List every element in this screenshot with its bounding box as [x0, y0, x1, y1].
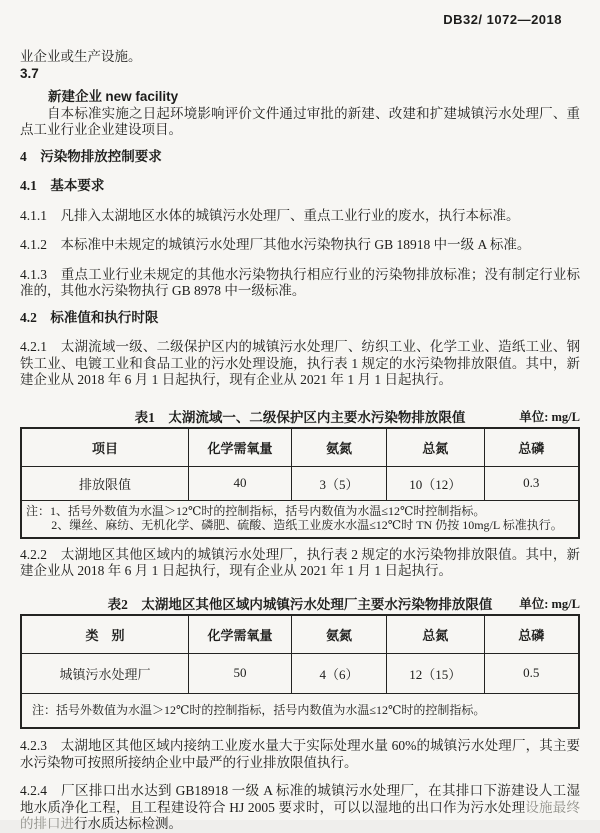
term-cn: 新建企业 — [48, 89, 102, 104]
standard-code: DB32/ 1072—2018 — [443, 12, 562, 27]
clause-4-2-4-text-end: 行水质达标检测。 — [74, 816, 182, 831]
clause-4-2-1: 4.2.1 太湖流域一级、二级保护区内的城镇污水处理厂、纺织工业、化学工业、造纸工业、钢铁工业、电镀工业和食品工业的污水处理设施，执行表 1 规定的水污染物排放限值。其中，新建企业从 2018 年 6 月 1 日起执行，现有企业从 2021 年 1 月 1 日起执行。 — [20, 339, 580, 387]
table-2-header-cell: 总磷 — [484, 615, 579, 654]
clause-4-2-4-text: 4.2.4 厂区排口出水达到 GB18918 一级 A 标准的城镇污水处理厂，在其排口下游建设人工湿地水质净化工程，且工程建设符合 HJ 2005 要求时，可以以湿地的出口作为污水处理 — [20, 783, 580, 815]
table-2-header-cell: 化学需氧量 — [188, 615, 291, 654]
paragraph-carryover: 业企业或生产设施。 — [20, 49, 142, 64]
table-1-header-row — [21, 428, 579, 467]
table-1-header-cell: 总氮 — [386, 428, 484, 467]
clause-4-1-1: 4.1.1 凡排入太湖地区水体的城镇污水处理厂、重点工业行业的废水，执行本标准。 — [20, 207, 520, 223]
table-2-header-row — [21, 615, 579, 654]
table-1-header-cell: 总磷 — [484, 428, 579, 467]
clause-4-2-3: 4.2.3 太湖地区其他区域内接纳工业废水量大于实际处理水量 60%的城镇污水处理厂，其主要水污染物可按照所接纳企业中最严的行业排放限值执行。 — [20, 738, 580, 770]
clause-4-1-3: 4.1.3 重点工业行业未规定的其他水污染物执行相应行业的污染物排放标准；没有制定行业标准的，其他水污染物执行 GB 8978 中一级标准。 — [20, 266, 580, 298]
heading-section-4-2: 4.2 标准值和执行时限 — [20, 309, 159, 325]
table-1-data-row — [21, 466, 579, 500]
table-2-caption: 表2 太湖地区其他区域内城镇污水处理厂主要水污染物排放限值 — [107, 596, 493, 612]
table-1-data-cell: 排放限值 — [21, 466, 188, 500]
term-en: new facility — [105, 89, 179, 104]
table-2-header-cell: 氨氮 — [292, 615, 387, 654]
table-1-data-cell: 3（5） — [292, 466, 387, 500]
table-1-notes — [21, 500, 579, 538]
clause-4-2-4 — [20, 783, 580, 833]
table-2-data-cell: 城镇污水处理厂 — [21, 653, 188, 693]
table-2-data-cell: 50 — [188, 653, 291, 693]
table-2-header-cell: 类 别 — [21, 615, 188, 654]
table-1-unit-label: 单位: mg/L — [519, 409, 580, 424]
table-2 — [20, 614, 580, 730]
table-2-header-cell: 总氮 — [386, 615, 484, 654]
table-1-note-2: 2、缫丝、麻纺、无机化学、磷肥、硫酸、造纸工业废水水温≤12℃时 TN 仍按 10mg/L 标准执行。 — [51, 518, 563, 532]
table-1-caption: 表1 太湖流域一、二级保护区内主要水污染物排放限值 — [134, 409, 466, 425]
table-1-note-1: 注：1、括号外数值为水温＞12℃时的控制指标，括号内数值为水温≤12℃时控制指标。 — [26, 503, 486, 518]
table-2-data-cell: 4（6） — [292, 653, 387, 693]
table-1-data-cell: 0.3 — [484, 466, 579, 500]
clause-4-2-2: 4.2.2 太湖地区其他区域内的城镇污水处理厂，执行表 2 规定的水污染物排放限值。其中，新建企业从 2018 年 6 月 1 日起执行，现有企业从 2021 年 1 月 1 日起执行。 — [20, 546, 580, 578]
table-1-caption-row — [20, 406, 580, 423]
table-1-data-cell: 40 — [188, 466, 291, 500]
table-1-header-cell: 氨氮 — [292, 428, 387, 467]
term-definition-title — [20, 89, 580, 106]
table-1-note-row — [21, 500, 579, 538]
table-2-note-row — [21, 693, 579, 728]
table-2-data-cell: 0.5 — [484, 653, 579, 693]
table-2-caption-row — [20, 593, 580, 610]
table-1-header-cell: 项目 — [21, 428, 188, 467]
clause-4-1-2: 4.1.2 本标准中未规定的城镇污水处理厂其他水污染物执行 GB 18918 中一级 A 标准。 — [20, 237, 531, 252]
clause-3-7-number: 3.7 — [20, 65, 39, 81]
table-2-note: 注：括号外数值为水温＞12℃时的控制指标，括号内数值为水温≤12℃时的控制指标。 — [21, 693, 579, 728]
table-2-data-row — [21, 653, 579, 693]
table-2-unit-label: 单位: mg/L — [519, 596, 580, 611]
table-1 — [20, 427, 580, 539]
term-definition-body: 自本标准实施之日起环境影响评价文件通过审批的新建、改建和扩建城镇污水处理厂、重点工业行业企业建设项目。 — [20, 105, 580, 137]
heading-section-4-1: 4.1 基本要求 — [20, 178, 105, 193]
clause-4-2-4-faded-text: 设施最终的排口进 — [20, 799, 580, 831]
table-1-header-cell: 化学需氧量 — [188, 428, 291, 467]
heading-section-4: 4 污染物排放控制要求 — [20, 148, 162, 164]
table-2-data-cell: 12（15） — [386, 653, 484, 693]
table-1-data-cell: 10（12） — [386, 466, 484, 500]
